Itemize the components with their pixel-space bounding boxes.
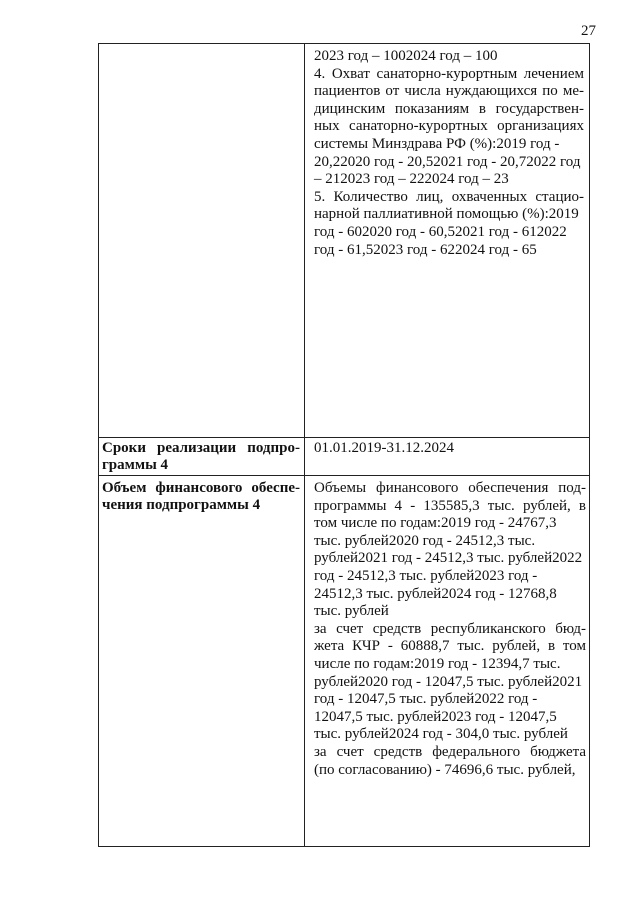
text-line: 2022 год – 21 (314, 153, 581, 188)
text-line: 5. Количество лиц, охваченных стацио- (314, 188, 584, 205)
label-line: Сроки реализации подпро- (102, 440, 300, 456)
text-line: 2023 год - 24512,3 тыс. рублей (314, 567, 538, 602)
text-line: за счет средств федерального бюджета (314, 743, 586, 760)
text-line: 2021 год - 20,7 (433, 153, 527, 170)
funding-label-cell (102, 480, 300, 514)
text-line: 2019 год - 60 (314, 206, 579, 240)
indicators-cell (314, 48, 584, 259)
text-line: 01.01.2019-31.12.2024 (314, 440, 454, 456)
label-line: чения подпрограммы 4 (102, 497, 261, 513)
text-line: 2020 год - 20,5 (340, 153, 434, 170)
text-line: 2021 год - 61 (454, 223, 537, 240)
text-line: программы 4 - 135585,3 тыс. рублей, в (314, 497, 586, 514)
text-line: ных санаторно-курортных организациях (314, 118, 584, 135)
text-line: (по согласованию) - 74696,6 тыс. рублей, (314, 761, 576, 778)
text-line: 2023 год - 62 (373, 241, 455, 258)
table-column-divider (304, 43, 305, 847)
text-line: 2024 год - 65 (454, 241, 537, 258)
text-line: 2024 год – 100 (405, 48, 498, 64)
text-line: том числе по годам: (314, 515, 442, 532)
table-border-right (589, 43, 590, 847)
text-line: Объемы финансового обеспечения под- (314, 480, 586, 496)
page-number: 27 (581, 23, 596, 39)
text-line: нарной паллиативной помощью (%): (314, 206, 549, 223)
table-border-left (98, 43, 99, 847)
text-line: 2019 год - 12394,7 тыс. рублей (314, 655, 561, 690)
text-line: 2024 год – 23 (424, 171, 509, 188)
funding-value-cell (314, 480, 586, 779)
text-line: 2021 год - 24512,3 тыс. рублей (358, 550, 553, 567)
text-line: 2021 год - 12047,5 тыс. рублей (314, 673, 583, 708)
text-line: 2019 год - 20,2 (314, 135, 560, 170)
table-border-bottom (98, 846, 590, 847)
row-divider-2 (98, 475, 590, 476)
passport-table (98, 43, 590, 847)
text-line: пациентов от числа нуждающихся по ме- (314, 83, 584, 100)
text-line: 2020 год - 12047,5 тыс. рублей (358, 673, 553, 690)
text-line: системы Минздрава РФ (%): (314, 135, 497, 152)
text-line: жета КЧР - 60888,7 тыс. рублей, в том (314, 638, 586, 655)
table-border-top (98, 43, 590, 44)
term-label-cell (102, 440, 300, 474)
text-line: 2023 год - 12047,5 тыс. рублей (314, 708, 557, 743)
text-line: за счет средств республиканского бюд- (314, 620, 586, 637)
row-divider-1 (98, 437, 590, 438)
text-line: числе по годам: (314, 655, 415, 672)
text-line: дицинским показаниям в государствен- (314, 100, 584, 117)
text-line: 2024 год - 304,0 тыс. рублей (388, 726, 568, 743)
label-line: Объем финансового обеспе- (102, 480, 300, 496)
text-line: 2019 год - 24767,3 тыс. рублей (314, 515, 557, 549)
text-line: 2022 год - 24512,3 тыс. рублей (314, 550, 583, 584)
text-line: 2023 год – 22 (340, 171, 425, 188)
text-line: 2020 год - 60,5 (361, 223, 455, 240)
text-line: 2024 год - 12768,8 тыс. рублей (314, 585, 557, 620)
text-line: 2022 год - 61,5 (314, 223, 567, 258)
text-line: 4. Охват санаторно-курортным лечением (314, 65, 584, 82)
label-line: граммы 4 (102, 457, 169, 473)
text-line: 2020 год - 24512,3 тыс. рублей (314, 532, 536, 567)
term-value-cell (314, 440, 584, 458)
text-line: 2022 год - 12047,5 тыс. рублей (314, 691, 538, 725)
text-line: 2023 год – 100 (314, 48, 406, 64)
